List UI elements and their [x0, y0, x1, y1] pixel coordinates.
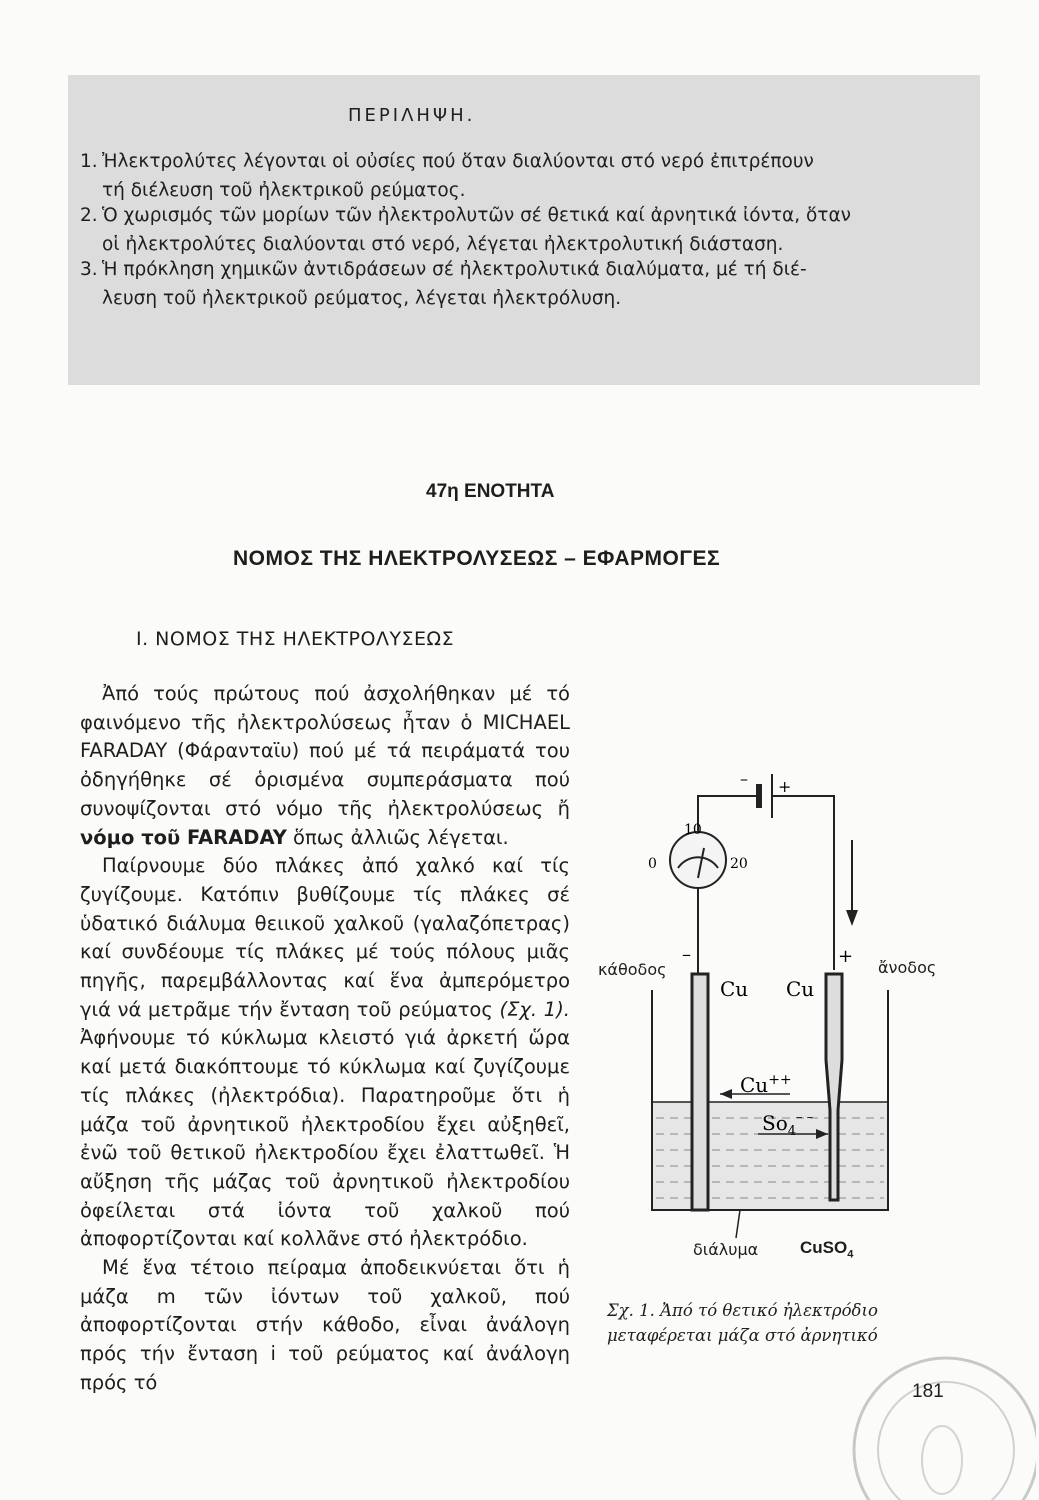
circuit-wires — [698, 796, 834, 974]
cu-ion-charge: ++ — [768, 1072, 792, 1088]
cu-ion-symbol: Cu — [740, 1073, 769, 1097]
section-heading: I. ΝΟΜΟΣ ΤΗΣ ΗΛΕΚΤΡΟΛΥΣΕΩΣ — [136, 628, 455, 650]
paragraph-text: Μέ ἕνα τέτοιο πείραμα ἀποδεικνύεται ὅτι ἡ μάζα m τῶν ἰόντων τοῦ χαλκοῦ, πού ἀποφορτίζονται στήν κάθοδο, εἶναι ἀνάλογη πρός τήν ἔνταση i τοῦ ρεύματος καί ἀνάλογη πρός τό — [80, 1256, 570, 1394]
summary-item-text: Ἠλεκτρολύτες λέγονται οἱ οὐσίες πού ὅταν διαλύονται στό νερό ἐπιτρέπουν — [102, 151, 814, 172]
summary-title: ΠΕΡΙΛΗΨΗ. — [348, 105, 476, 126]
formula-subscript: 4 — [847, 1248, 854, 1261]
so4-ion-subscript: 4 — [787, 1124, 797, 1139]
solution-formula — [800, 1238, 853, 1260]
chapter-title: ΝΟΜΟΣ ΤΗΣ ΗΛΕΚΤΡΟΛΥΣΕΩΣ – ΕΦΑΡΜΟΓΕΣ — [233, 547, 721, 570]
meter-scale-0: 0 — [648, 856, 657, 872]
summary-item-text: τή διέλευση τοῦ ἠλεκτρικοῦ ρεύματος. — [102, 180, 466, 201]
paragraph-text: Ἀφήνουμε τό κύκλωμα κλειστό γιά ἀρκετή ὥρα καί μετά διακόπτουμε τό κύκλωμα καί ζυγίζουμε τίς πλάκες (ἠλεκτρόδια). Παρατηροῦμε ὅτι ἡ μάζα τοῦ ἀρνητικοῦ ἠλεκτροδίου ἔχει αὐξηθεῖ, ἐνῶ τοῦ θετικοῦ ἠλεκτροδίου ἔχει ἐλαττωθεῖ. Ἡ αὔξηση τῆς μάζας τοῦ ἀρνητικοῦ ἠλεκτροδίου ὀφείλεται στά ἰόντα τοῦ χαλκοῦ πού ἀποφορτίζονται καί κολλᾶνε στό ἠλεκτρόδιο. — [80, 1026, 570, 1251]
anode-label: ἄνοδος — [878, 958, 937, 977]
paragraph-1 — [80, 680, 570, 852]
summary-item-1 — [80, 147, 960, 205]
body-text — [80, 680, 570, 1398]
unit-label: 47η ΕΝΟΤΗΤΑ — [426, 481, 555, 502]
battery-plus-sign: + — [778, 777, 792, 796]
cathode-sign: – — [682, 944, 691, 965]
caption-line: μεταφέρεται μάζα στό ἀρνητικό — [607, 1326, 878, 1345]
summary-item-text: οἱ ἠλεκτρολύτες διαλύονται στό νερό, λέγεται ἠλεκτρολυτική διάσταση. — [102, 234, 784, 255]
caption-line: Σχ. 1. Ἀπό τό θετικό ἠλεκτρόδιο — [607, 1301, 878, 1320]
cathode-label: κάθοδος — [598, 960, 667, 979]
cathode-electrode — [692, 974, 708, 1210]
so4-ion-symbol: So — [762, 1111, 788, 1135]
meter-scale-10: 10 — [684, 822, 702, 838]
solution-label: διάλυμα — [693, 1240, 759, 1259]
page-number: 181 — [912, 1381, 944, 1402]
figure-reference: (Σχ. 1). — [499, 997, 571, 1021]
solution-pointer — [736, 1210, 740, 1238]
summary-item-number: 3. — [80, 259, 98, 280]
so4-ion-charge: – – — [796, 1110, 814, 1125]
summary-box — [68, 75, 980, 385]
current-arrow — [846, 840, 858, 926]
summary-item-text: Ὁ χωρισμός τῶν μορίων τῶν ἠλεκτρολυτῶν σέ θετικά καί ἀρνητικά ἰόντα, ὅταν — [102, 205, 851, 226]
anode-sign: + — [838, 946, 854, 967]
paragraph-text: Παίρνουμε δύο πλάκες ἀπό χαλκό καί τίς ζυγίζουμε. Κατόπιν βυθίζουμε τίς πλάκες σέ ὑδατικό διάλυμα θειικοῦ χαλκοῦ (γαλαζόπετρας) καί συνδέουμε τίς πλάκες μέ τούς πόλους μιᾶς πηγῆς, παρεμβάλλοντας καί ἕνα ἀμπερόμετρο γιά νά μετρᾶμε τήν ἔνταση τοῦ ρεύματος — [80, 854, 570, 1021]
paragraph-text: Ἀπό τούς πρώτους πού ἀσχολήθηκαν μέ τό φαινόμενο τῆς ἠλεκτρολύσεως ἦταν ὁ MICHAEL FARADAY (Φάρανταϊυ) πού μέ τά πειράματά του ὀδηγήθηκε σέ ὁρισμένα συμπεράσματα πού συνοψίζονται στό νόμο τῆς ἠλεκτρολύσεως ἤ — [80, 682, 570, 820]
battery-minus-sign: – — [740, 769, 748, 788]
formula-text: CuSO — [800, 1238, 848, 1257]
battery — [740, 769, 791, 818]
paragraph-2 — [80, 852, 570, 1254]
electrode-right-label: Cu — [786, 977, 815, 1001]
library-stamp — [846, 1350, 1036, 1500]
summary-item-2 — [80, 201, 960, 259]
paragraph-text: ὅπως ἀλλιῶς λέγεται. — [286, 825, 509, 849]
summary-item-text: Ἡ πρόκληση χημικῶν ἀντιδράσεων σέ ἠλεκτρολυτικά διαλύματα, μέ τή διέ- — [102, 259, 807, 280]
summary-item-text: λευση τοῦ ἠλεκτρικοῦ ρεύματος, λέγεται ἠλεκτρόλυση. — [102, 288, 622, 309]
summary-item-number: 2. — [80, 205, 98, 226]
faraday-law-term: νόμο τοῦ FARADAY — [80, 825, 287, 849]
summary-item-3 — [80, 255, 960, 313]
figure-caption — [607, 1298, 967, 1348]
electrolysis-diagram — [590, 760, 970, 1280]
paragraph-3 — [80, 1254, 570, 1398]
ammeter — [648, 822, 748, 888]
summary-item-number: 1. — [80, 151, 98, 172]
meter-scale-20: 20 — [730, 856, 748, 872]
electrode-left-label: Cu — [720, 977, 749, 1001]
vessel — [652, 990, 888, 1210]
